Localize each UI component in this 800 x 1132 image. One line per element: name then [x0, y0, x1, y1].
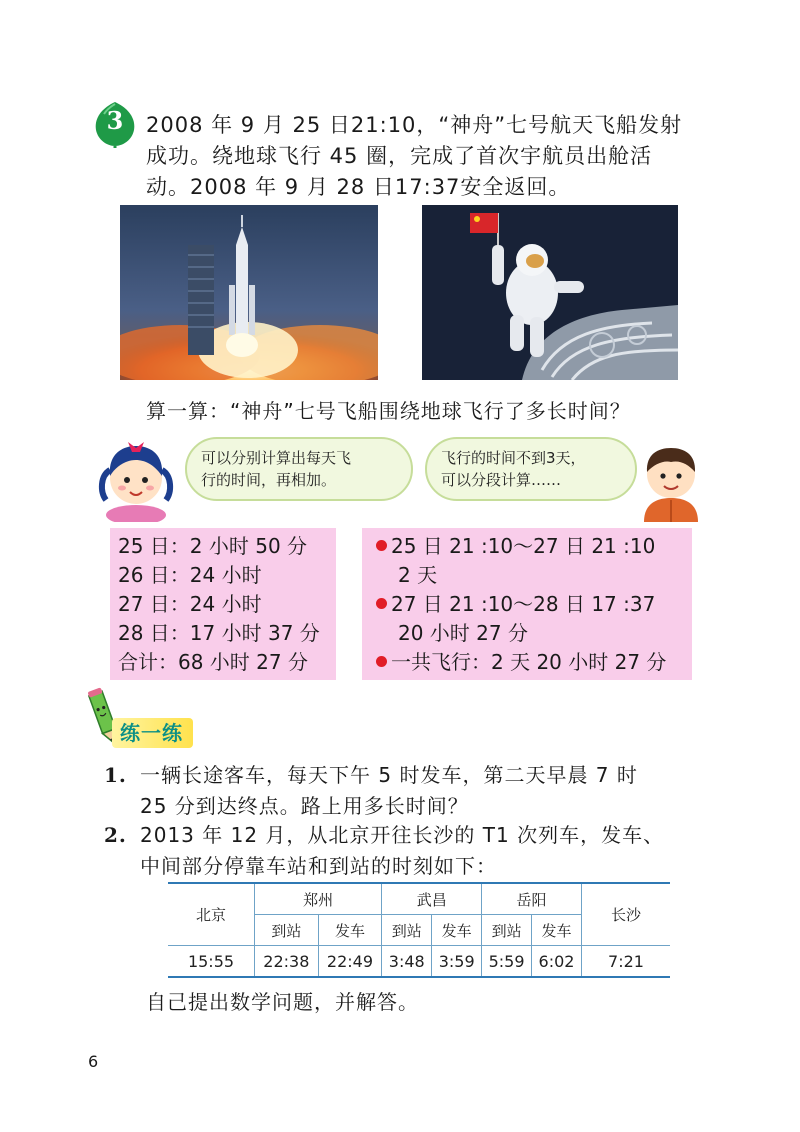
time-cell: 22:38: [255, 946, 319, 978]
depart-header: 发车: [532, 915, 582, 946]
method-two-line: [376, 561, 692, 590]
method-one-box: [110, 528, 336, 680]
example-number: 3: [106, 106, 124, 135]
station-name: 岳阳: [482, 883, 582, 915]
depart-header: 发车: [318, 915, 382, 946]
page-number: 6: [88, 1052, 99, 1071]
exercise-text: 一辆长途客车，每天下午 5 时发车，第二天早晨 7 时: [140, 763, 638, 787]
method-two-text: 20 小时 27 分: [398, 621, 528, 645]
example-number-badge: [92, 100, 138, 148]
bullet-dot: [376, 656, 387, 667]
intro-line: 成功。绕地球飞行 45 圈，完成了首次宇航员出舱活: [146, 144, 653, 168]
time-cell: 3:48: [382, 946, 432, 978]
method-two-text: 25 日 21 :10～27 日 21 :10: [391, 534, 656, 558]
time-cell: 5:59: [482, 946, 532, 978]
exercise-text: 25 分到达终点。路上用多长时间？: [140, 794, 469, 818]
arrive-header: 到站: [382, 915, 432, 946]
exercise-2: [104, 820, 714, 882]
method-one-line: 26 日：24 小时: [118, 563, 262, 587]
method-two-text: 2 天: [398, 563, 438, 587]
method-two-text: 27 日 21 :10～28 日 17 :37: [391, 592, 656, 616]
bubble-line: 可以分别计算出每天飞: [201, 449, 352, 467]
method-one-line: 合计：68 小时 27 分: [118, 650, 308, 674]
exercise-number: 2.: [104, 823, 127, 847]
girl-speech-bubble: [185, 437, 413, 501]
method-two-line: [376, 532, 692, 561]
time-cell: 6:02: [532, 946, 582, 978]
method-two-line: [376, 619, 692, 648]
intro-line: 2008 年 9 月 25 日21:10，“神舟”七号航天飞船发射: [146, 113, 683, 137]
astronaut-spacewalk-photo: [422, 205, 678, 380]
bubble-line: 行的时间，再相加。: [201, 471, 337, 489]
station-start: 北京: [168, 883, 255, 946]
station-name: 郑州: [255, 883, 382, 915]
arrive-header: 到站: [255, 915, 319, 946]
question-text: 算一算：“神舟”七号飞船围绕地球飞行了多长时间？: [146, 399, 631, 423]
example-intro: [146, 110, 706, 203]
method-two-line: [376, 590, 692, 619]
station-name: 武昌: [382, 883, 482, 915]
exercise-text: 2013 年 12 月，从北京开往长沙的 T1 次列车，发车、: [140, 823, 665, 847]
exercise-1: [104, 760, 714, 822]
method-two-text: 一共飞行：2 天 20 小时 27 分: [391, 650, 667, 674]
bubble-line: 可以分段计算……: [441, 471, 562, 489]
station-end: 长沙: [582, 883, 671, 946]
exercise-text: 中间部分停靠车站和到站的时刻如下：: [140, 854, 497, 878]
bullet-dot: [376, 540, 387, 551]
bubble-line: 飞行的时间不到3天，: [441, 449, 586, 467]
time-cell: 3:59: [432, 946, 482, 978]
depart-header: 发车: [432, 915, 482, 946]
girl-illustration: [96, 430, 176, 522]
intro-line: 动。2008 年 9 月 28 日17:37安全返回。: [146, 175, 571, 199]
boy-illustration: [636, 440, 706, 522]
method-one-line: 25 日：2 小时 50 分: [118, 534, 308, 558]
boy-speech-bubble: [425, 437, 637, 501]
practice-heading: 练一练: [112, 718, 193, 748]
train-timetable: [168, 882, 670, 978]
method-one-line: 28 日：17 小时 37 分: [118, 621, 320, 645]
time-cell: 15:55: [168, 946, 255, 978]
method-two-box: [362, 528, 692, 680]
method-one-line: 27 日：24 小时: [118, 592, 262, 616]
time-cell: 22:49: [318, 946, 382, 978]
exercise-number: 1.: [104, 763, 127, 787]
method-two-line: [376, 648, 692, 677]
rocket-launch-photo: [120, 205, 378, 380]
ask-prompt: 自己提出数学问题，并解答。: [146, 990, 419, 1014]
bullet-dot: [376, 598, 387, 609]
time-cell: 7:21: [582, 946, 671, 978]
arrive-header: 到站: [482, 915, 532, 946]
